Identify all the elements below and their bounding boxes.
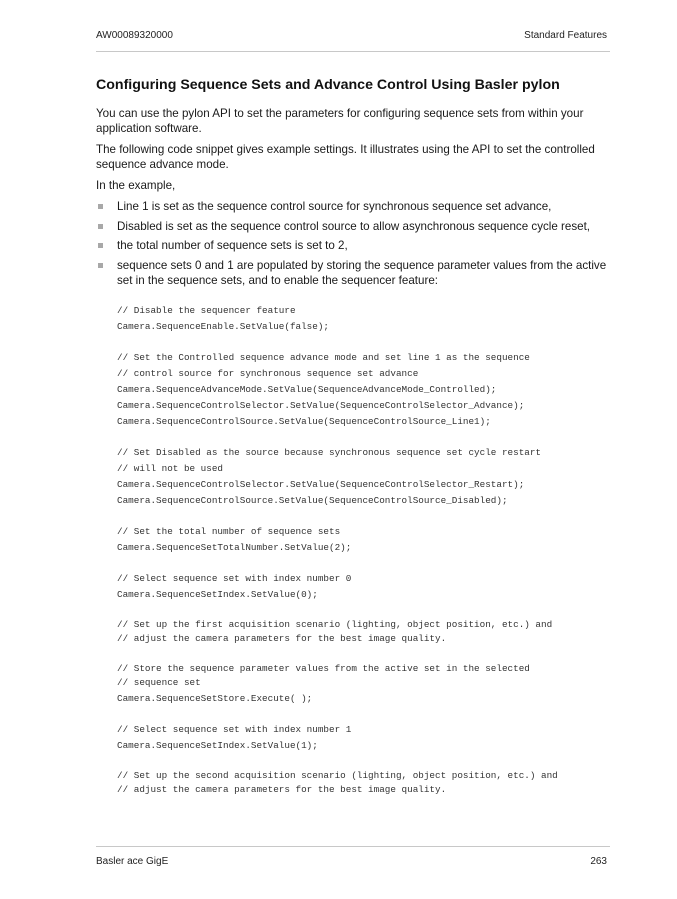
code-block [117, 303, 558, 335]
square-bullet-icon [98, 224, 103, 229]
code-gap [117, 754, 558, 769]
document-id: AW00089320000 [96, 30, 173, 41]
page-header [96, 30, 607, 44]
code-statement-line: Camera.SequenceControlSelector.SetValue(SequenceControlSelector_Restart); [117, 479, 525, 490]
code-statement-line: Camera.SequenceControlSelector.SetValue(SequenceControlSelector_Advance); [117, 400, 525, 411]
bullet-list [96, 199, 616, 288]
code-statement-line: Camera.SequenceControlSource.SetValue(SequenceControlSource_Disabled); [117, 495, 508, 506]
body-text [96, 106, 616, 292]
code-comment-line: // Select sequence set with index number 0 [117, 573, 352, 584]
code-comment-line: // adjust the camera parameters for the best image quality. [117, 633, 447, 644]
code-comment-line: // control source for synchronous sequence set advance [117, 368, 419, 379]
square-bullet-icon [98, 204, 103, 209]
code-block [117, 662, 558, 707]
header-divider [96, 51, 610, 52]
code-statement-line: Camera.SequenceControlSource.SetValue(SequenceControlSource_Line1); [117, 416, 491, 427]
code-gap [117, 430, 558, 445]
code-comment-line: // Store the sequence parameter values from the active set in the selected [117, 663, 530, 674]
page-footer [96, 856, 607, 870]
code-comment-line: // Set Disabled as the source because synchronous sequence set cycle restart [117, 447, 542, 458]
section-title: Configuring Sequence Sets and Advance Control Using Basler pylon [96, 77, 560, 93]
paragraph: You can use the pylon API to set the parameters for configuring sequence sets from within your application software. [96, 107, 584, 135]
page-number: 263 [590, 856, 607, 867]
code-statement-line: Camera.SequenceSetStore.Execute( ); [117, 693, 313, 704]
code-block [117, 445, 558, 509]
bullet-item [96, 199, 616, 214]
code-comment-line: // Disable the sequencer feature [117, 305, 296, 316]
code-gap [117, 509, 558, 524]
bullet-text: Disabled is set as the sequence control source to allow asynchronous sequence cycle reset, [117, 219, 591, 233]
code-comment-line: // adjust the camera parameters for the best image quality. [117, 784, 447, 795]
code-statement-line: Camera.SequenceEnable.SetValue(false); [117, 321, 330, 332]
code-gap [117, 647, 558, 662]
code-block [117, 524, 558, 556]
code-comment-line: // Set the total number of sequence sets [117, 526, 341, 537]
code-gap [117, 556, 558, 571]
code-gap [117, 707, 558, 722]
bullet-item [96, 258, 616, 288]
paragraph: The following code snippet gives example settings. It illustrates using the API to set the controlled sequence advance mode. [96, 143, 595, 171]
code-block [117, 618, 558, 647]
code-comment-line: // Set the Controlled sequence advance mode and set line 1 as the sequence [117, 352, 530, 363]
square-bullet-icon [98, 243, 103, 248]
code-gap [117, 603, 558, 618]
paragraph: In the example, [96, 179, 176, 192]
code-block [117, 350, 558, 430]
section-name: Standard Features [524, 30, 607, 41]
bullet-text: Line 1 is set as the sequence control source for synchronous sequence set advance, [117, 200, 552, 213]
code-comment-line: // Set up the first acquisition scenario (lighting, object position, etc.) and [117, 619, 553, 630]
bullet-item [96, 219, 616, 234]
code-statement-line: Camera.SequenceSetTotalNumber.SetValue(2); [117, 542, 352, 553]
code-snippet [117, 303, 558, 798]
square-bullet-icon [98, 263, 103, 268]
bullet-text: the total number of sequence sets is set to 2, [117, 239, 348, 252]
code-block [117, 769, 558, 798]
code-gap [117, 335, 558, 350]
code-block [117, 722, 558, 754]
code-comment-line: // sequence set [117, 677, 201, 688]
code-statement-line: Camera.SequenceSetIndex.SetValue(1); [117, 740, 318, 751]
footer-divider [96, 846, 610, 847]
code-statement-line: Camera.SequenceSetIndex.SetValue(0); [117, 589, 318, 600]
code-comment-line: // Set up the second acquisition scenario (lighting, object position, etc.) and [117, 770, 558, 781]
code-comment-line: // Select sequence set with index number 1 [117, 724, 352, 735]
bullet-item [96, 238, 616, 253]
code-statement-line: Camera.SequenceAdvanceMode.SetValue(SequenceAdvanceMode_Controlled); [117, 384, 497, 395]
bullet-text: sequence sets 0 and 1 are populated by storing the sequence parameter values from the active set in the sequence sets, and to enable the sequencer feature: [117, 258, 607, 287]
code-block [117, 571, 558, 603]
code-comment-line: // will not be used [117, 463, 224, 474]
product-name: Basler ace GigE [96, 856, 169, 867]
